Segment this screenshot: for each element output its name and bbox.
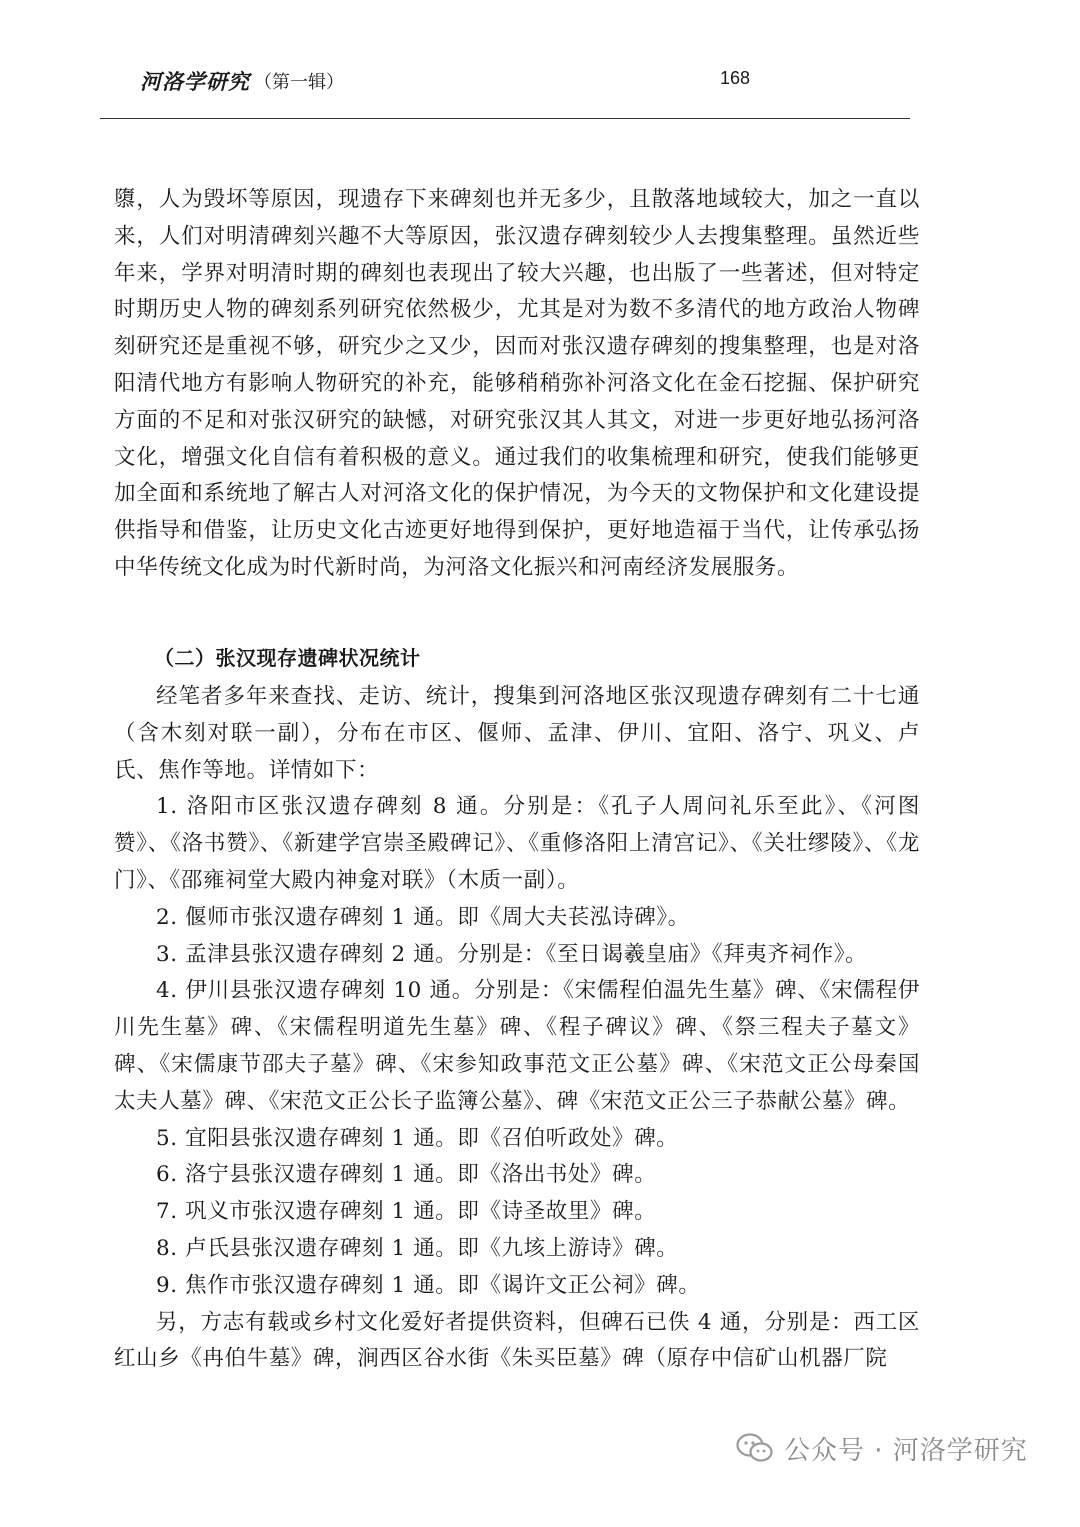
list-item-mengjin: 3. 孟津县张汉遗存碑刻 2 通。分别是：《至日谒羲皇庙》《拜夷齐祠作》。 xyxy=(156,941,868,967)
section-paragraph-intro: 经笔者多年来查找、走访、统计，搜集到河洛地区张汉现遗存碑刻有二十七通（含木刻对联一副），分布在市区、偃师、孟津、伊川、宜阳、洛宁、巩义、卢氏、焦作等地。详情如下： xyxy=(114,684,920,783)
list-item-lushi: 8. 卢氏县张汉遗存碑刻 1 通。即《九垓上游诗》碑。 xyxy=(156,1235,679,1261)
section-paragraph-lost-steles: 另，方志有载或乡村文化爱好者提供资料，但碑石已佚 4 通，分别是：西工区红山乡《冉伯牛墓》碑，涧西区谷水街《朱买臣墓》碑（原存中信矿山机器厂院 xyxy=(114,1309,920,1372)
journal-issue: （第一辑） xyxy=(254,72,344,93)
list-item-yiyang: 5. 宜阳县张汉遗存碑刻 1 通。即《召伯听政处》碑。 xyxy=(156,1125,679,1151)
intro-paragraph: 隳，人为毁坏等原因，现遗存下来碑刻也并无多少，且散落地域较大，加之一直以来，人们对明清碑刻兴趣不大等原因，张汉遗存碑刻较少人去搜集整理。虽然近些年来，学界对明清时期的碑刻也表现出了较大兴趣，也出版了一些著述，但对特定时期历史人物的碑刻系列研究依然极少，尤其是对为数不多清代的地方政治人物碑刻研究还是重视不够，研究少之又少，因而对张汉遗存碑刻的搜集整理，也是对洛阳清代地方有影响人物研究的补充，能够稍稍弥补河洛文化在金石挖掘、保护研究方面的不足和对张汉研究的缺憾，对研究张汉其人其文，对进一步更好地弘扬河洛文化，增强文化自信有着积极的意义。通过我们的收集梳理和研究，使我们能够更加全面和系统地了解古人对河洛文化的保护情况，为今天的文物保护和文化建设提供指导和借鉴，让历史文化古迹更好地得到保护，更好地造福于当代，让传承弘扬中华传统文化成为时代新时尚，为河洛文化振兴和河南经济发展服务。 xyxy=(114,187,920,580)
list-item-yanshi: 2. 偃师市张汉遗存碑刻 1 通。即《周大夫苌泓诗碑》。 xyxy=(156,904,690,930)
list-item-luoning: 6. 洛宁县张汉遗存碑刻 1 通。即《洛出书处》碑。 xyxy=(156,1162,657,1188)
wechat-icon xyxy=(736,1432,774,1464)
section-heading: （二）张汉现存遗碑状况统计 xyxy=(154,646,421,670)
header-divider xyxy=(100,118,910,119)
page-number: 168 xyxy=(720,68,751,88)
list-item-jiaozuo: 9. 焦作市张汉遗存碑刻 1 通。即《谒许文正公祠》碑。 xyxy=(156,1272,701,1298)
list-item-gongyi: 7. 巩义市张汉遗存碑刻 1 通。即《诗圣故里》碑。 xyxy=(156,1199,657,1225)
list-item-luoyang: 1. 洛阳市区张汉遗存碑刻 8 通。分别是：《孔子人周问礼乐至此》、《河图赞》、《洛书赞》、《新建学宫崇圣殿碑记》、《重修洛阳上清宫记》、《关壮缪陵》、《龙门》、《邵雍祠堂大殿内神龛对联》（木质一副）。 xyxy=(114,794,920,893)
page-header xyxy=(100,62,910,110)
list-item-yichuan: 4. 伊川县张汉遗存碑刻 10 通。分别是：《宋儒程伯温先生墓》碑、《宋儒程伊川先生墓》碑、《宋儒程明道先生墓》碑、《程子碑议》碑、《祭三程夫子墓文》碑、《宋儒康节邵夫子墓》碑、《宋参知政事范文正公墓》碑、《宋范文正公母秦国太夫人墓》碑、《宋范文正公长子监簿公墓》、碑《宋范文正公三子恭献公墓》碑。 xyxy=(114,978,920,1114)
section-body xyxy=(114,679,920,1378)
watermark xyxy=(736,1428,1028,1468)
journal-title: 河洛学研究 xyxy=(140,69,250,94)
watermark-text: 公众号 · 河洛学研究 xyxy=(784,1435,1028,1466)
intro-section xyxy=(114,182,920,587)
